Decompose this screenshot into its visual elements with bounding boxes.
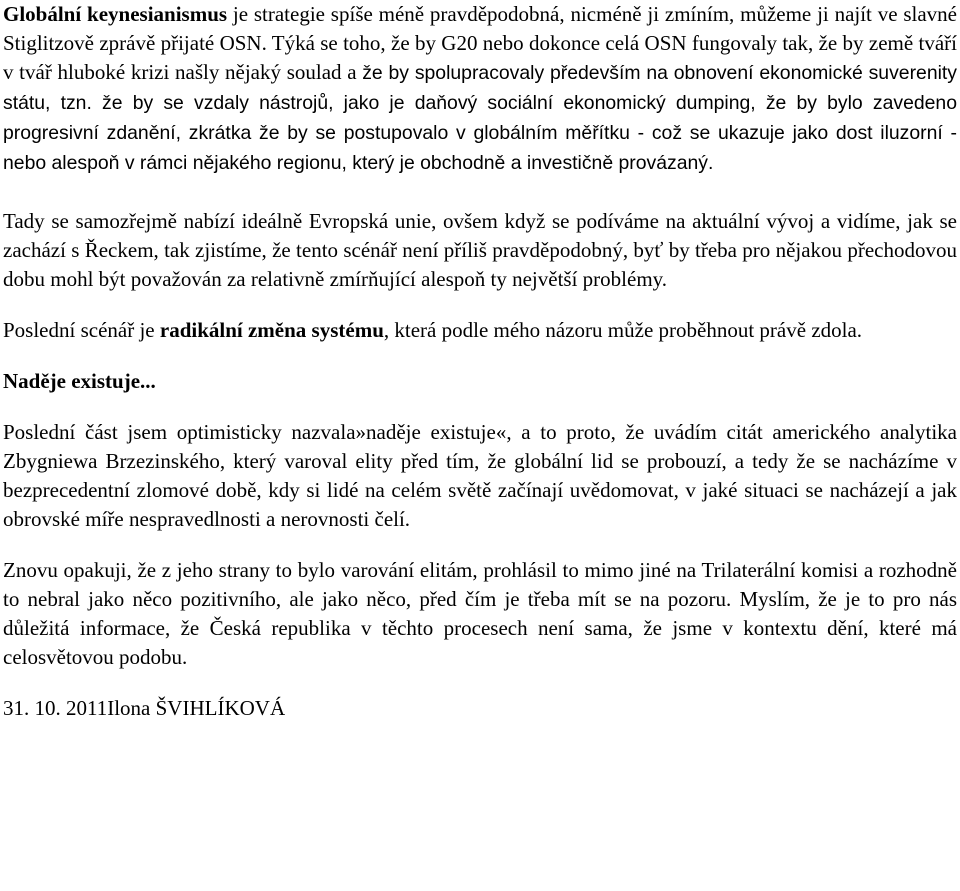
- paragraph-global-keynesianism: [3, 0, 957, 178]
- section-heading: Naděje existuje...: [3, 369, 156, 393]
- paragraph-hope-exists: [3, 418, 957, 534]
- bold-lead-term: Globální keynesianismus: [3, 2, 228, 26]
- signature-author: Ilona ŠVIHLÍKOVÁ: [107, 696, 286, 720]
- paragraph-radical-change: [3, 316, 957, 345]
- signature-line: [3, 694, 957, 723]
- paragraph-sans-text: že by spolupracovaly především na obnovení ekonomické suverenity státu, tzn. že by se vzdaly nástrojů, jako je daňový sociální ekonomický dumping, že by bylo zavedeno progresivní zdanění, zkrátka že by se postupovalo v globálním měřítku - což se ukazuje jako dost iluzorní - nebo alespoň v rámci nějakého regionu, který je obchodně a investičně provázaný.: [3, 62, 957, 174]
- paragraph-text-after: , která podle mého názoru může proběhnout právě zdola.: [383, 318, 863, 342]
- paragraph-text: Tady se samozřejmě nabízí ideálně Evropská unie, ovšem když se podíváme na aktuální vývoj a vidíme, jak se zachází s Řeckem, tak zjistíme, že tento scénář není příliš pravděpodobný, byť by třeba pro nějakou přechodovou dobu mohl být považován za relativně zmírňující alespoň ty největší problémy.: [3, 209, 957, 291]
- paragraph-text-before: Poslední scénář je: [3, 318, 160, 342]
- paragraph-text: Znovu opakuji, že z jeho strany to bylo varování elitám, prohlásil to mimo jiné na Trilaterální komisi a rozhodně to nebral jako něco pozitivního, ale jako něco, před čím je třeba mít se na pozoru. Myslím, že je to pro nás důležitá informace, že Česká republika v těchto procesech není sama, že jsme v kontextu dění, které má celosvětovou podobu.: [3, 558, 957, 669]
- bold-radical-change: radikální změna systému: [159, 318, 384, 342]
- signature-date: 31. 10. 2011: [3, 696, 108, 720]
- paragraph-warning-to-elites: [3, 556, 957, 672]
- paragraph-serif-text: je strategie spíše méně pravděpodobná, nicméně ji zmíním, můžeme ji najít ve slavné Stiglitzově zprávě přijaté OSN. Týká se toho, že by G20 nebo dokonce celá OSN fungovaly tak, že by země tváří v tvář hluboké krizi našly nějaký soulad a: [3, 2, 957, 84]
- paragraph-european-union: [3, 207, 957, 294]
- paragraph-text: Poslední část jsem optimisticky nazvala»naděje existuje«, a to proto, že uvádím citát amerického analytika Zbygniewa Brzezinského, který varoval elity před tím, že globální lid se probouzí, a tedy že se nacházíme v bezprecedentní zlomové době, kdy si lidé na celém světě začínají uvědomovat, v jaké situaci se nacházejí a jak obrovské míře nespravedlnosti a nerovnosti čelí.: [3, 420, 957, 531]
